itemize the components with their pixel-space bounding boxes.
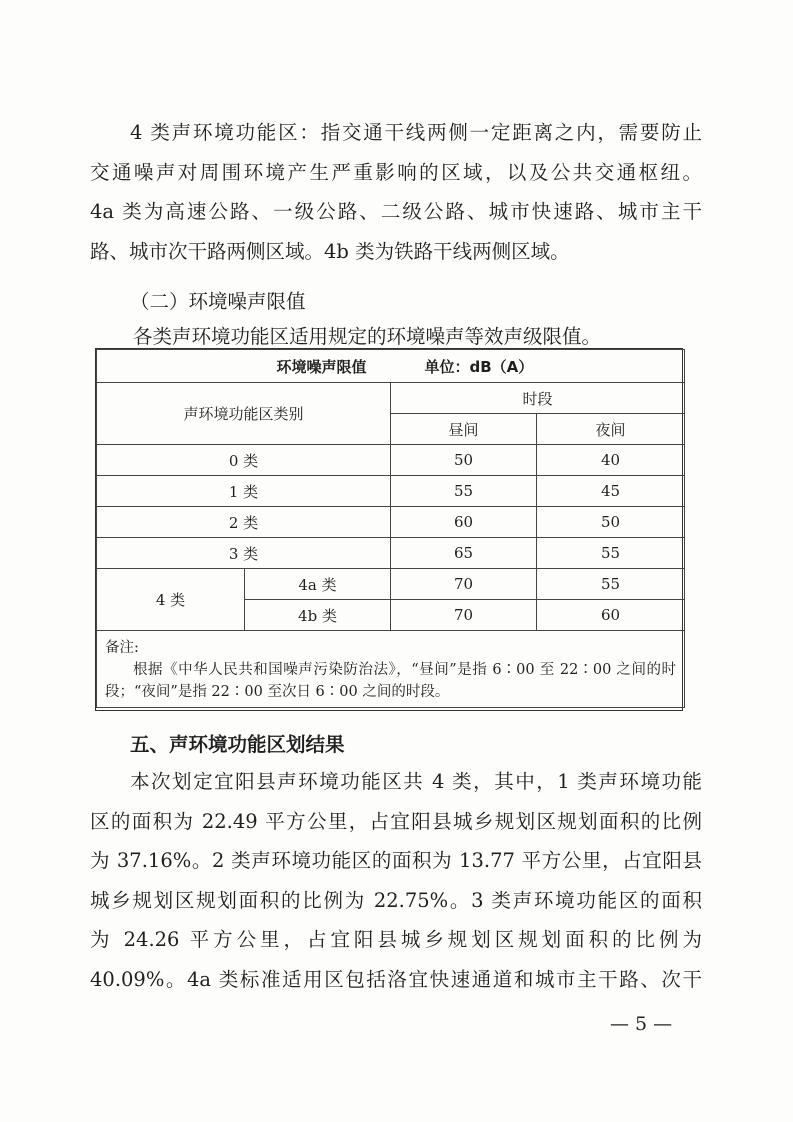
subheading-noise-limits: （二）环境噪声限值	[130, 290, 306, 313]
paragraph-line: 路、城市次干路两侧区域。4b 类为铁路干线两侧区域。	[90, 239, 570, 263]
row-night-value: 40	[537, 445, 685, 476]
paragraph-line: 为 24.26 平方公里，占宜阳县城乡规划区规划面积的比例为	[90, 928, 702, 951]
notes-text: 根据《中华人民共和国噪声污染防治法》，“昼间”是指 6∶00 至 22∶00 之间的时段；“夜间”是指 22∶00 至次日 6∶00 之间的时段。	[105, 662, 677, 700]
row-day-value: 60	[391, 507, 537, 538]
paragraph-line: 区的面积为 22.49 平方公里，占宜阳县城乡规划区规划面积的比例	[90, 809, 702, 833]
paragraph-line: 本次划定宜阳县声环境功能区共 4 类，其中，1 类声环境功能	[130, 770, 702, 793]
row-subcategory: 4a 类	[245, 569, 391, 600]
period-header: 时段	[391, 383, 685, 414]
row-day-value: 50	[391, 445, 537, 476]
paragraph-line: 40.09%。4a 类标准适用区包括洛宜快速通道和城市主干路、次干	[90, 967, 702, 991]
table-title-row	[97, 350, 685, 383]
row-subcategory: 4b 类	[245, 600, 391, 631]
table-notes	[97, 631, 685, 708]
table-row	[97, 538, 685, 569]
row-day-value: 70	[391, 600, 537, 631]
paragraph-line: 4a 类为高速公路、一级公路、二级公路、城市快速路、城市主干	[90, 200, 702, 223]
row-night-value: 45	[537, 476, 685, 507]
row-night-value: 55	[537, 538, 685, 569]
table-row	[97, 476, 685, 507]
row-day-value: 65	[391, 538, 537, 569]
row-night-value: 55	[537, 569, 685, 600]
table-notes-row	[97, 631, 685, 708]
row-night-value: 50	[537, 507, 685, 538]
paragraph-line: 交通噪声对周围环境产生严重影响的区域，以及公共交通枢纽。	[90, 160, 702, 184]
table-header-row	[97, 383, 685, 414]
paragraph-line: 为 37.16%。2 类声环境功能区的面积为 13.77 平方公里，占宜阳县	[90, 849, 702, 872]
noise-limit-table	[95, 348, 683, 711]
day-header: 昼间	[391, 414, 537, 445]
row-day-value: 55	[391, 476, 537, 507]
table-row	[97, 569, 685, 600]
row-category: 3 类	[97, 538, 391, 569]
table-row	[97, 445, 685, 476]
paragraph-line: 城乡规划区规划面积的比例为 22.75%。3 类声环境功能区的面积	[90, 888, 702, 912]
section-5-heading: 五、声环境功能区划结果	[130, 733, 345, 756]
page-number: — 5 —	[610, 1013, 673, 1035]
notes-label: 备注:	[105, 640, 139, 656]
table-row	[97, 507, 685, 538]
table-title: 环境噪声限值	[97, 350, 391, 383]
group-4-category: 4 类	[97, 569, 245, 631]
row-category: 0 类	[97, 445, 391, 476]
row-night-value: 60	[537, 600, 685, 631]
row-day-value: 70	[391, 569, 537, 600]
row-category: 1 类	[97, 476, 391, 507]
table-caption: 各类声环境功能区适用规定的环境噪声等效声级限值。	[133, 325, 602, 348]
table-unit: 单位：dB（A）	[391, 350, 685, 383]
category-header: 声环境功能区类别	[97, 383, 391, 445]
result-paragraph	[90, 762, 702, 999]
paragraph-line: 4 类声环境功能区：指交通干线两侧一定距离之内，需要防止	[130, 121, 702, 144]
section-4-paragraph	[90, 113, 702, 271]
night-header: 夜间	[537, 414, 685, 445]
row-category: 2 类	[97, 507, 391, 538]
